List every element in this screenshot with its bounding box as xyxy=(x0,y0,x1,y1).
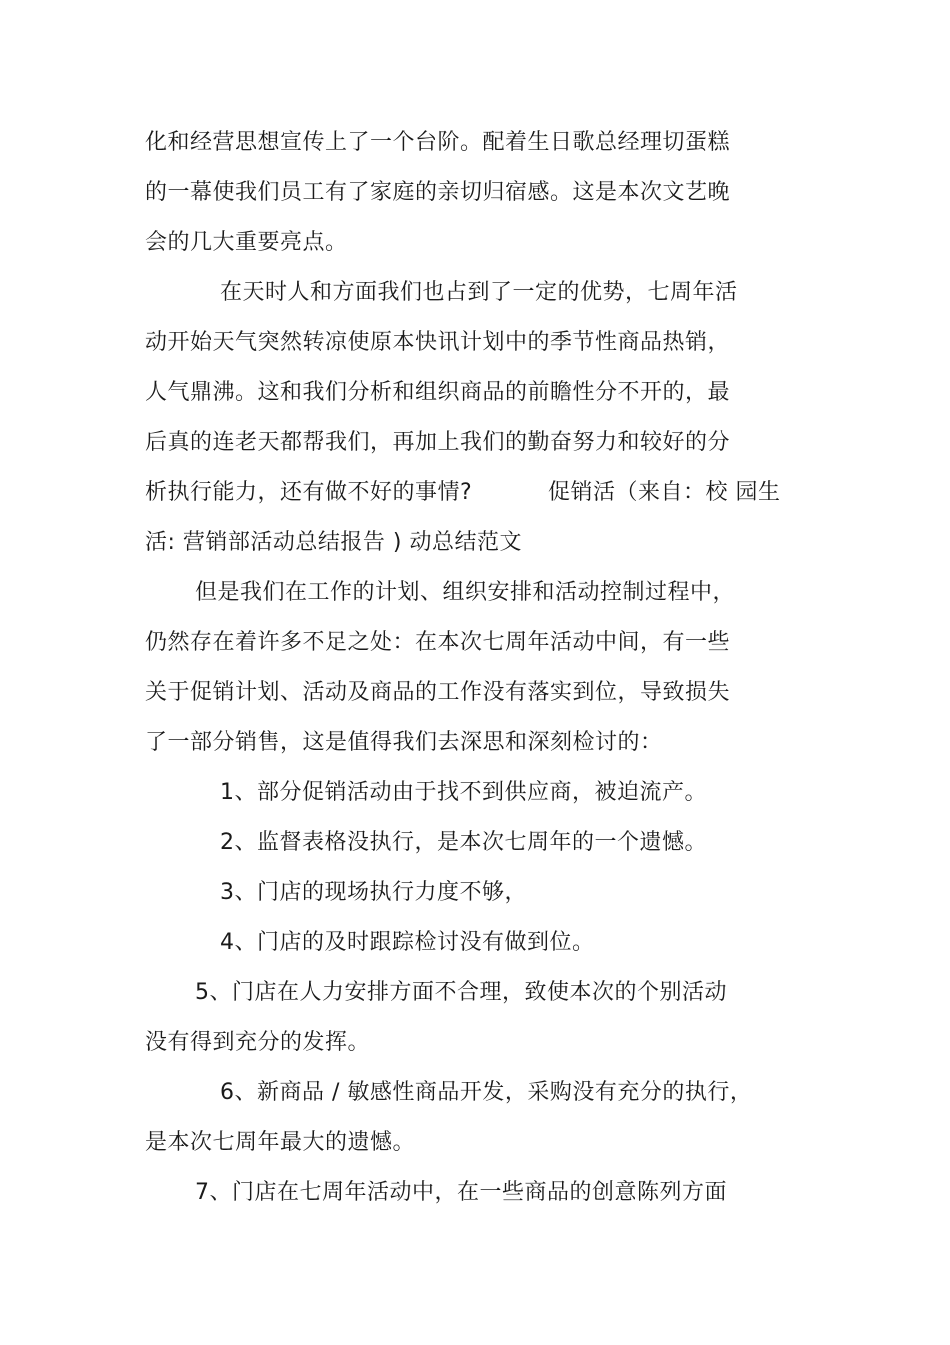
text-line: 了一部分销售，这是值得我们去深思和深刻检讨的： xyxy=(145,730,663,755)
text-line: 动开始天气突然转凉使原本快讯计划中的季节性商品热销， xyxy=(145,330,731,355)
text-line: 是本次七周年最大的遗憾。 xyxy=(145,1130,416,1155)
text-line: 化和经营思想宣传上了一个台阶。配着生日歌总经理切蛋糕 xyxy=(145,130,731,155)
list-item: 4、门店的及时跟踪检讨没有做到位。 xyxy=(220,930,595,955)
text-line: 后真的连老天都帮我们，再加上我们的勤奋努力和较好的分 xyxy=(145,430,731,455)
text-line: 会的几大重要亮点。 xyxy=(145,230,348,255)
text-line: 没有得到充分的发挥。 xyxy=(145,1030,371,1055)
list-item: 7、门店在七周年活动中，在一些商品的创意陈列方面 xyxy=(195,1180,727,1205)
text-line: 人气鼎沸。这和我们分析和组织商品的前瞻性分不开的，最 xyxy=(145,380,731,405)
text-line: 关于促销计划、活动及商品的工作没有落实到位，导致损失 xyxy=(145,680,731,705)
list-item: 3、门店的现场执行力度不够， xyxy=(220,880,527,905)
list-item: 6、新商品 / 敏感性商品开发，采购没有充分的执行， xyxy=(220,1080,753,1105)
text-line: 的一幕使我们员工有了家庭的亲切归宿感。这是本次文艺晚 xyxy=(145,180,731,205)
list-item: 1、部分促销活动由于找不到供应商，被迫流产。 xyxy=(220,780,707,805)
text-line: 活: 营销部活动总结报告 ) 动总结范文 xyxy=(145,530,522,555)
text-line: 在天时人和方面我们也占到了一定的优势，七周年活 xyxy=(220,280,738,305)
text-line: 但是我们在工作的计划、组织安排和活动控制过程中， xyxy=(195,580,736,605)
text-line: 析执行能力，还有做不好的事情? xyxy=(145,480,473,505)
text-line: 仍然存在着许多不足之处：在本次七周年活动中间，有一些 xyxy=(145,630,731,655)
list-item: 2、监督表格没执行，是本次七周年的一个遗憾。 xyxy=(220,830,707,855)
list-item: 5、门店在人力安排方面不合理，致使本次的个别活动 xyxy=(195,980,727,1005)
text-line: 促销活（来自：校 园生 xyxy=(548,480,781,505)
